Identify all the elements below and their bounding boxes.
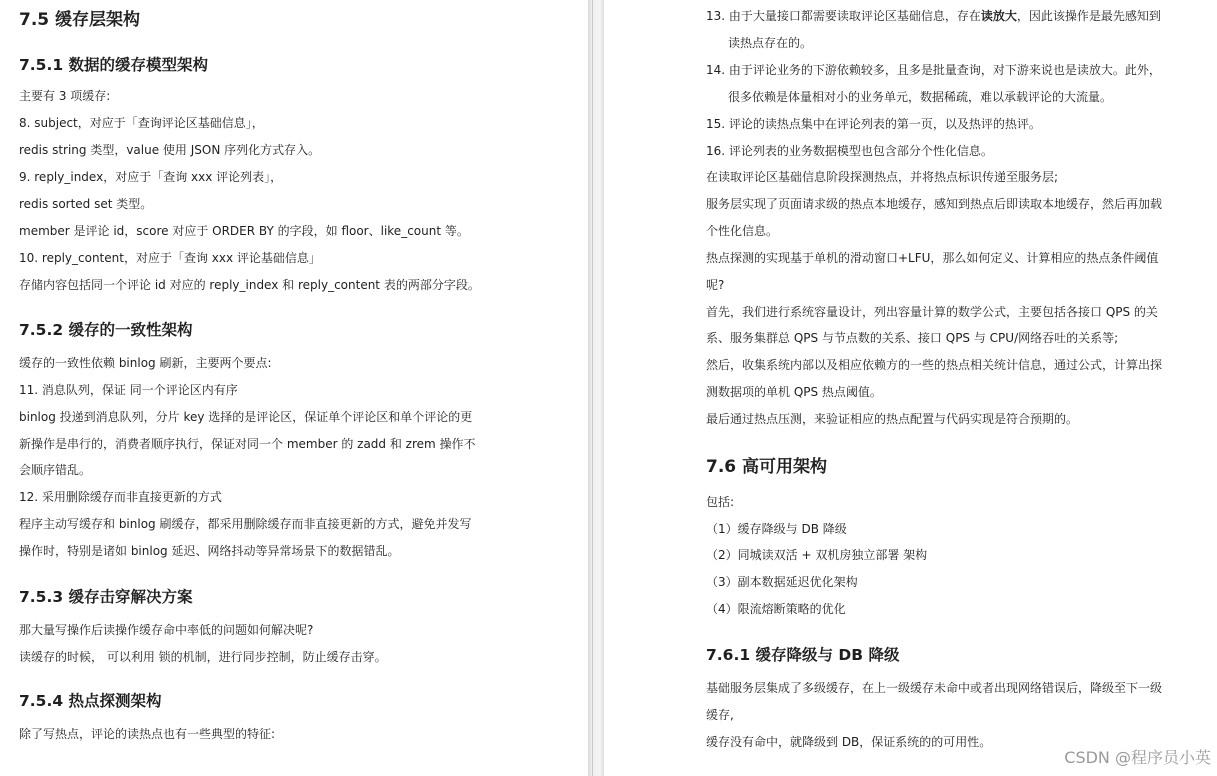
paragraph-line: 首先，我们进行系统容量设计，列出容量计算的数学公式，主要包括各接口 QPS 的关 xyxy=(706,305,1158,319)
paragraph-line: redis string 类型，value 使用 JSON 序列化方式存入。 xyxy=(19,143,321,157)
heading-7-5: 7.5 缓存层架构 xyxy=(19,10,141,30)
paragraph-line: 系、服务集群总 QPS 与节点数的关系、接口 QPS 与 CPU/网络吞吐的关系等; xyxy=(706,331,1119,345)
heading-7-5-1: 7.5.1 数据的缓存模型架构 xyxy=(19,56,209,74)
paragraph-line: 8. subject，对应于「查询评论区基础信息」， xyxy=(19,116,264,130)
text-run: 13. 由于大量接口都需要读取评论区基础信息，存在 xyxy=(706,9,981,23)
right-page xyxy=(604,0,1217,776)
paragraph-line: 16. 评论列表的业务数据模型也包含部分个性化信息。 xyxy=(706,144,993,158)
paragraph-line: 9. reply_index，对应于「查询 xxx 评论列表」， xyxy=(19,170,283,184)
paragraph-line: 包括: xyxy=(706,495,735,509)
paragraph-line: 然后，收集系统内部以及相应依赖方的一些的热点相关统计信息，通过公式，计算出探 xyxy=(706,358,1163,372)
paragraph-line: 存储内容包括同一个评论 id 对应的 reply_index 和 reply_content 表的两部分字段。 xyxy=(19,278,480,292)
bold-text-run: 读放大 xyxy=(980,9,1017,23)
paragraph-line: 11. 消息队列，保证 同一个评论区内有序 xyxy=(19,383,238,397)
paragraph-line: 除了写热点，评论的读热点也有一些典型的特征: xyxy=(19,727,276,741)
paragraph-line: 读热点存在的。 xyxy=(728,36,813,50)
paragraph-line: 主要有 3 项缓存: xyxy=(19,89,111,103)
paragraph-line: 热点探测的实现基于单机的滑动窗口+LFU，那么如何定义、计算相应的热点条件阈值 xyxy=(706,251,1159,265)
paragraph-line: 缓存没有命中，就降级到 DB，保证系统的的可用性。 xyxy=(706,735,992,749)
paragraph-line xyxy=(706,8,1161,24)
paragraph-line: 读缓存的时候， 可以利用 锁的机制，进行同步控制，防止缓存击穿。 xyxy=(19,650,387,664)
paragraph-line: 14. 由于评论业务的下游依赖较多，且多是批量查询，对下游来说也是读放大。此外， xyxy=(706,63,1161,77)
paragraph-line: 会顺序错乱。 xyxy=(19,463,92,477)
left-page xyxy=(0,0,588,776)
csdn-watermark: CSDN @程序员小英 xyxy=(1064,748,1211,767)
paragraph-line: 10. reply_content，对应于「查询 xxx 评论基础信息」 xyxy=(19,251,321,265)
paragraph-line: 呢? xyxy=(706,278,725,292)
paragraph-line: 最后通过热点压测，来验证相应的热点配置与代码实现是符合预期的。 xyxy=(706,412,1079,426)
paragraph-line: 12. 采用删除缓存而非直接更新的方式 xyxy=(19,490,222,504)
paragraph-line: 缓存的一致性依赖 binlog 刷新，主要两个要点: xyxy=(19,356,272,370)
paragraph-line: 基础服务层集成了多级缓存，在上一级缓存未命中或者出现网络错误后，降级至下一级 xyxy=(706,681,1163,695)
paragraph-line: member 是评论 id，score 对应于 ORDER BY 的字段，如 floor、like_count 等。 xyxy=(19,224,469,238)
paragraph-line: 操作时，特别是诸如 binlog 延迟、网络抖动等异常场景下的数据错乱。 xyxy=(19,544,400,558)
paragraph-line: redis sorted set 类型。 xyxy=(19,197,153,211)
heading-7-5-2: 7.5.2 缓存的一致性架构 xyxy=(19,321,193,339)
text-run: ，因此该操作是最先感知到 xyxy=(1016,9,1161,23)
heading-7-6: 7.6 高可用架构 xyxy=(706,457,828,477)
paragraph-line: 很多依赖是体量相对小的业务单元，数据稀疏，难以承载评论的大流量。 xyxy=(728,90,1113,104)
list-item: （2）同城读双活 + 双机房独立部署 架构 xyxy=(706,548,928,562)
paragraph-line: 那大量写操作后读操作缓存命中率低的问题如何解决呢? xyxy=(19,623,314,637)
heading-7-6-1: 7.6.1 缓存降级与 DB 降级 xyxy=(706,646,900,664)
list-item: （3）副本数据延迟优化架构 xyxy=(706,575,858,589)
paragraph-line: binlog 投递到消息队列，分片 key 选择的是评论区，保证单个评论区和单个评论的更 xyxy=(19,410,473,424)
paragraph-line: 新操作是串行的，消费者顺序执行，保证对同一个 member 的 zadd 和 zrem 操作不 xyxy=(19,437,476,451)
paragraph-line: 缓存, xyxy=(706,708,734,722)
heading-7-5-4: 7.5.4 热点探测架构 xyxy=(19,692,162,710)
paragraph-line: 在读取评论区基础信息阶段探测热点，并将热点标识传递至服务层; xyxy=(706,170,1059,184)
list-item: （1）缓存降级与 DB 降级 xyxy=(706,522,847,536)
page-gutter xyxy=(588,0,604,776)
heading-7-5-3: 7.5.3 缓存击穿解决方案 xyxy=(19,588,193,606)
paragraph-line: 15. 评论的读热点集中在评论列表的第一页，以及热评的热评。 xyxy=(706,117,1041,131)
list-item: （4）限流熔断策略的优化 xyxy=(706,602,846,616)
page-divider xyxy=(592,0,593,776)
paragraph-line: 测数据项的单机 QPS 热点阈值。 xyxy=(706,385,882,399)
paragraph-line: 服务层实现了页面请求级的热点本地缓存，感知到热点后即读取本地缓存，然后再加载 xyxy=(706,197,1163,211)
paragraph-line: 程序主动写缓存和 binlog 刷缓存，都采用删除缓存而非直接更新的方式，避免并发写 xyxy=(19,517,472,531)
paragraph-line: 个性化信息。 xyxy=(706,224,779,238)
